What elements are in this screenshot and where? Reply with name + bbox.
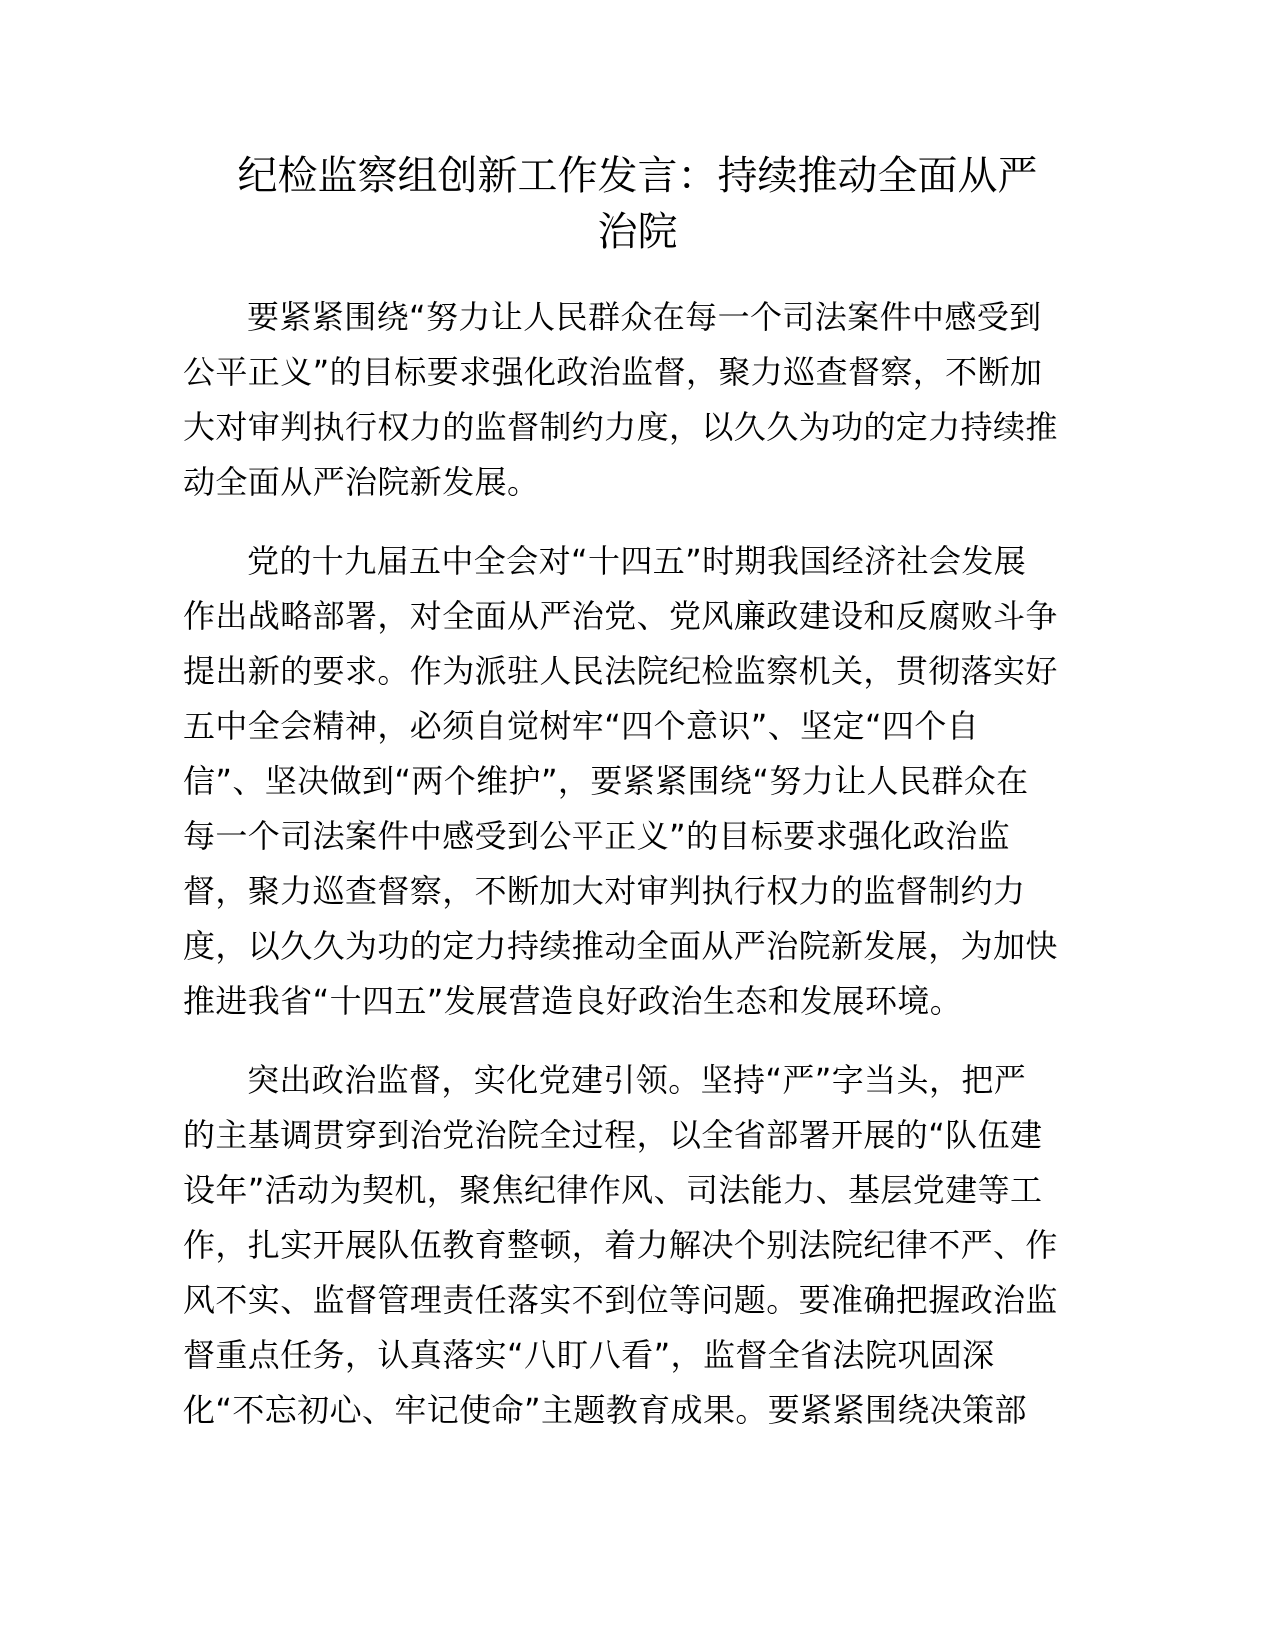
title-line-1: 纪检监察组创新工作发言：持续推动全面从严 <box>237 153 1038 199</box>
paragraph-line: 的主基调贯穿到治党治院全过程，以全省部署开展的“队伍建 <box>183 1116 1043 1154</box>
paragraph-line: 动全面从严治院新发展。 <box>183 463 540 501</box>
paragraph-line: 推进我省“十四五”发展营造良好政治生态和发展环境。 <box>183 982 963 1020</box>
paragraph-line: 作出战略部署，对全面从严治党、党风廉政建设和反腐败斗争 <box>183 597 1058 635</box>
paragraph-line: 度，以久久为功的定力持续推动全面从严治院新发展，为加快 <box>183 927 1058 965</box>
paragraph-line: 提出新的要求。作为派驻人民法院纪检监察机关，贯彻落实好 <box>183 652 1058 690</box>
paragraph-line: 信”、坚决做到“两个维护”，要紧紧围绕“努力让人民群众在 <box>183 762 1029 800</box>
paragraph-line: 化“不忘初心、牢记使命”主题教育成果。要紧紧围绕决策部 <box>183 1391 1027 1429</box>
title-line-2: 治院 <box>597 209 678 255</box>
paragraph-3 <box>183 1053 1083 1438</box>
paragraph-line: 风不实、监督管理责任落实不到位等问题。要准确把握政治监 <box>183 1281 1058 1319</box>
paragraph-line: 每一个司法案件中感受到公平正义”的目标要求强化政治监 <box>183 817 1010 855</box>
paragraph-line: 突出政治监督，实化党建引领。坚持“严”字当头，把严 <box>247 1061 1027 1099</box>
paragraph-line: 作，扎实开展队伍教育整顿，着力解决个别法院纪律不严、作 <box>183 1226 1058 1264</box>
paragraph-line: 督重点任务，认真落实“八盯八看”，监督全省法院巩固深 <box>183 1336 995 1374</box>
paragraph-line: 要紧紧围绕“努力让人民群众在每一个司法案件中感受到 <box>247 298 1042 336</box>
paragraph-line: 设年”活动为契机，聚焦纪律作风、司法能力、基层党建等工 <box>183 1171 1043 1209</box>
paragraph-line: 督，聚力巡查督察，不断加大对审判执行权力的监督制约力 <box>183 872 1026 910</box>
paragraph-1 <box>183 290 1083 510</box>
paragraph-line: 大对审判执行权力的监督制约力度，以久久为功的定力持续推 <box>183 408 1058 446</box>
document-body <box>183 290 1083 1462</box>
paragraph-line: 五中全会精神，必须自觉树牢“四个意识”、坚定“四个自 <box>183 707 980 745</box>
paragraph-2 <box>183 534 1083 1029</box>
paragraph-line: 党的十九届五中全会对“十四五”时期我国经济社会发展 <box>247 542 1027 580</box>
paragraph-line: 公平正义”的目标要求强化政治监督，聚力巡查督察，不断加 <box>183 353 1043 391</box>
document-title <box>150 148 1125 260</box>
